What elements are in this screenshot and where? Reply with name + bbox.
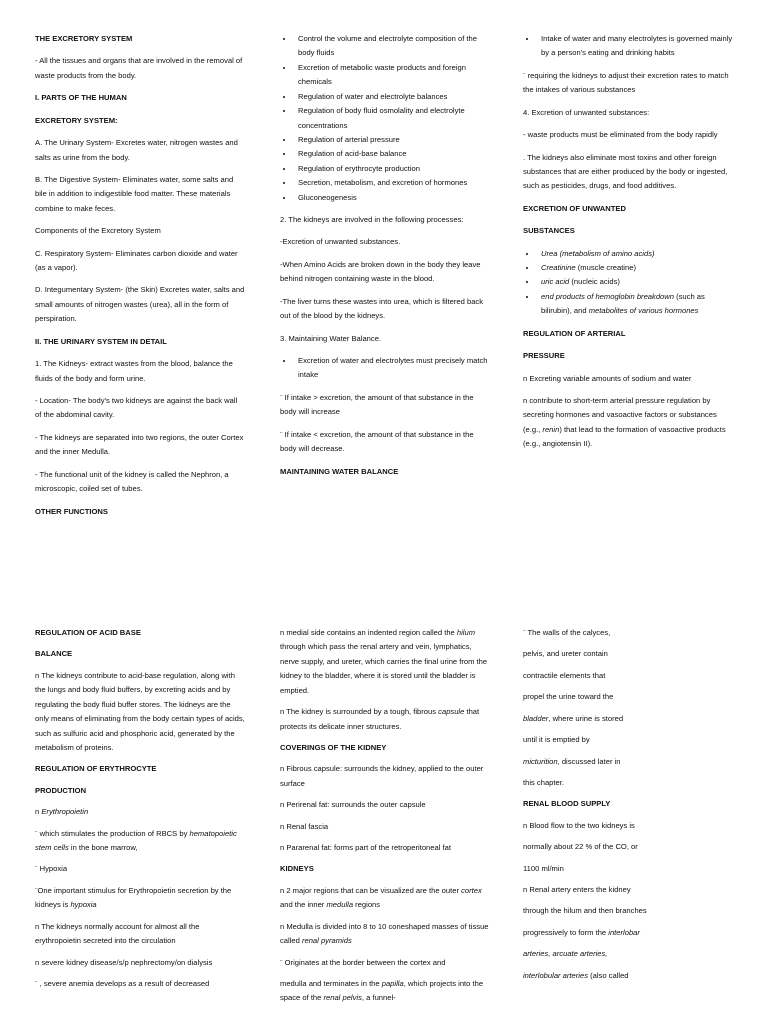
paragraph: ¨ requiring the kidneys to adjust their excretion rates to match the intakes of various substances [523,70,729,95]
paragraph: D. Integumentary System- (the Skin) Excretes water, salts and small amounts of nitrogen wastes (urea), all in the form of perspiration. [35,285,245,324]
italic-text: bladder [523,713,549,723]
paragraph: ¨ If intake > excretion, the amount of that substance in the body will increase [280,392,474,417]
paragraph [35,827,245,856]
heading-acid-base: REGULATION OF ACID BASE [35,628,141,637]
heading-parts: I. PARTS OF THE HUMAN [35,93,127,103]
paragraph: -The liver turns these wastes into urea, which is filtered back out of the blood by the kidneys. [280,296,484,321]
paragraph: n Blood flow to the two kidneys is [523,820,635,830]
list-item [537,247,735,261]
list-item: • Regulation of arterial pressure [294,133,490,147]
paragraph: n Renal artery enters the kidney [523,885,631,895]
text: regions [353,900,381,910]
heading-maintaining-water-balance: MAINTAINING WATER BALANCE [280,466,399,476]
paragraph: ¨ The walls of the calyces, [523,628,611,637]
paragraph [280,884,490,913]
paragraph: through the hilum and then branches [523,906,647,916]
italic-text: interlobular arteries [523,970,588,980]
italic-text: cortex [461,885,482,895]
heading-renal-blood-supply: RENAL BLOOD SUPPLY [523,799,611,809]
paragraph: pelvis, and ureter contain [523,649,608,659]
italic-text: papilla [381,979,404,989]
paragraph: propel the urine toward the [523,692,614,702]
paragraph: A. The Urinary System- Excretes water, nitrogen wastes and salts as urine from the body. [35,138,238,162]
text: medulla and terminates in the [280,979,382,989]
column-5 [280,626,490,1013]
paragraph: 1100 ml/min [523,863,564,873]
text: through which pass the renal artery and vein, lymphatics, nerve supply, and ureter, which carries the final urine from the kidney to the bladder, where it is stored until the bladder is emptied. [280,642,488,695]
paragraph: - Location- The body's two kidneys are against the back wall of the abdominal cavity. [35,396,238,420]
italic-text: uric acid [541,277,570,287]
paragraph: ¨ Originates at the border between the cortex and [280,957,446,967]
heading-erythrocyte: REGULATION OF ERYTHROCYTE [35,764,157,774]
paragraph [35,884,245,913]
paragraph: n Excreting variable amounts of sodium and water [523,373,692,383]
text: ¨ which stimulates the production of RBCS by [35,828,190,838]
text: , discussed later in [557,756,621,766]
list-item: • Gluconeogenesis [294,191,490,205]
italic-text: medulla [326,900,354,910]
column-6 [523,626,735,990]
paragraph [523,969,735,983]
paragraph: n The kidneys contribute to acid-base regulation, along with the lungs and body fluid buffers, by excreting acids and by regulating the body fluid buffer stores. The kidneys are the only means of eliminating from the body certain types of acids, such as sulfuric acid and phosphoric acid, generated by the metabolism of proteins. [35,670,245,752]
italic-text: interlobar [608,927,640,937]
heading-production: PRODUCTION [35,785,87,795]
paragraph: ¨ If intake < excretion, the amount of that substance in the body will decrease. [280,429,474,454]
paragraph: - The functional unit of the kidney is called the Nephron, a microscopic, coiled set of tubes. [35,469,229,494]
paragraph: n Pararenal fat: forms part of the retroperitoneal fat [280,843,451,853]
text: that protects its delicate inner structures. [280,707,480,731]
paragraph [523,947,735,961]
paragraph: 2. The kidneys are involved in the following processes: [280,215,464,225]
italic-text: hilum [456,628,476,637]
paragraph: -Excretion of unwanted substances. [280,237,401,247]
text: n medial side contains an indented region called the [280,628,457,637]
column-2 [280,32,490,487]
italic-text: micturition [523,756,558,766]
list-item: • Secretion, metabolism, and excretion of hormones [294,176,490,190]
intake-list [523,32,735,61]
paragraph: n severe kidney disease/s/p nephrectomy/on dialysis [35,957,213,967]
paragraph: -When Amino Acids are broken down in the body they leave behind nitrogen containing waste in the blood. [280,259,481,284]
text: progressively to form the [523,927,609,937]
text: n contribute to short-term arterial pressure regulation by secreting hormones and vasoactive factors or substances (e.g., [523,396,717,434]
heading-pressure: PRESSURE [523,351,565,361]
text: (muscle creatine) [575,263,636,273]
paragraph: Components of the Excretory System [35,226,161,236]
text: n Medulla is divided into 8 to 10 coneshaped masses of tissue called [280,921,489,946]
paragraph: ¨ Hypoxia [35,864,68,874]
italic-text: capsule [438,707,465,717]
text: , a funnel- [361,993,396,1003]
heading-kidneys: KIDNEYS [280,864,314,874]
paragraph [35,805,245,819]
paragraph: C. Respiratory System- Eliminates carbon dioxide and water (as a vapor). [35,248,238,273]
water-balance-list [280,354,490,383]
text: (nucleic acids) [569,277,620,287]
text: n [35,807,42,817]
paragraph: 1. The Kidneys- extract wastes from the blood, balance the fluids of the body and form urine. [35,359,233,383]
paragraph: contractile elements that [523,670,606,680]
column-3 [523,32,735,460]
text: (such as bilirubin), and [541,291,705,316]
paragraph: normally about 22 % of the CO, or [523,842,638,852]
list-item: • Excretion of water and electrolytes must precisely match intake [294,354,490,383]
list-item [537,275,735,289]
paragraph: - waste products must be eliminated from the body rapidly [523,130,718,140]
heading-substances: SUBSTANCES [523,226,575,236]
paragraph: B. The Digestive System- Eliminates water, some salts and bile in addition to indigestible food matter. These materials combine to make feces. [35,174,234,213]
italic-text: arteries, arcuate arteries, [523,949,608,959]
paragraph: n Renal fascia [280,821,329,831]
italic-text: renin [542,424,560,434]
paragraph [280,626,490,698]
paragraph: - All the tissues and organs that are involved in the removal of waste products from the body. [35,56,243,80]
column-4 [35,626,245,998]
list-item: • Intake of water and many electrolytes is governed mainly by a person's eating and drinking habits [537,32,735,61]
list-item: • Excretion of metabolic waste products and foreign chemicals [294,61,490,90]
italic-text: Urea (metabolism of amino acids) [541,248,655,258]
paragraph: 3. Maintaining Water Balance. [280,333,382,343]
heading-coverings: COVERINGS OF THE KIDNEY [280,742,387,752]
paragraph [523,755,735,769]
list-item: • Regulation of erythrocyte production [294,162,490,176]
list-item: • Control the volume and electrolyte composition of the body fluids [294,32,490,61]
paragraph: n Perirenal fat: surrounds the outer capsule [280,800,426,810]
heading-regulation-arterial: REGULATION OF ARTERIAL [523,328,626,338]
paragraph: - The kidneys are separated into two regions, the outer Cortex and the inner Medulla. [35,432,244,457]
paragraph: 4. Excretion of unwanted substances: [523,107,650,117]
heading-urinary-system: II. THE URINARY SYSTEM IN DETAIL [35,336,167,346]
list-item: • Regulation of water and electrolyte balances [294,90,490,104]
paragraph: n The kidneys normally account for almost all the erythropoietin secreted into the circulation [35,921,200,946]
paragraph: this chapter. [523,777,564,787]
paragraph [523,394,735,452]
paragraph [523,712,735,726]
text: , where urine is stored [548,713,624,723]
substances-list [523,247,735,319]
italic-text: Creatinine [541,263,576,273]
paragraph [280,920,490,949]
heading-balance: BALANCE [35,649,73,659]
paragraph: until it is emptied by [523,735,590,745]
italic-text: metabolites of various hormones [588,306,699,316]
column-1 [35,32,245,527]
paragraph: ¨ , severe anemia develops as a result of decreased [35,979,210,989]
italic-text: hypoxia [70,900,97,910]
text: (also called [588,970,629,980]
text: n The kidney is surrounded by a tough, fibrous [280,707,439,717]
italic-text: end products of hemoglobin breakdown [541,291,674,301]
text: , which projects into the space of the [280,979,484,1003]
italic-text: Erythropoietin [41,807,89,817]
list-item: • Regulation of acid-base balance [294,147,490,161]
heading-other-functions: OTHER FUNCTIONS [35,506,108,516]
paragraph [280,705,490,734]
italic-text: renal pyramids [301,936,352,946]
paragraph [280,977,490,1006]
text: ¨One important stimulus for Erythropoietin secretion by the kidneys is [35,885,232,910]
text: ) that lead to the formation of vasoactive products (e.g., angiotensin II). [523,424,726,449]
list-item [537,290,735,319]
paragraph: . The kidneys also eliminate most toxins and other foreign substances that are either produced by the body or ingested, such as pesticides, drugs, and food additives. [523,152,728,191]
text: in the bone marrow, [68,843,138,853]
list-item: • Regulation of body fluid osmolality and electrolyte concentrations [294,104,490,133]
paragraph: n Fibrous capsule: surrounds the kidney, applied to the outer surface [280,764,484,788]
italic-text: hematopoietic stem cells [35,828,237,853]
heading-excretion-unwanted: EXCRETION OF UNWANTED [523,203,626,213]
italic-text: renal pelvis [323,993,362,1003]
text: n 2 major regions that can be visualized are the outer [280,885,462,895]
heading-parts-2: EXCRETORY SYSTEM: [35,115,118,125]
list-item [537,261,735,275]
heading-excretory-system: THE EXCRETORY SYSTEM [35,34,133,43]
paragraph [523,926,735,940]
text: and the inner [280,900,327,910]
functions-list [280,32,490,205]
